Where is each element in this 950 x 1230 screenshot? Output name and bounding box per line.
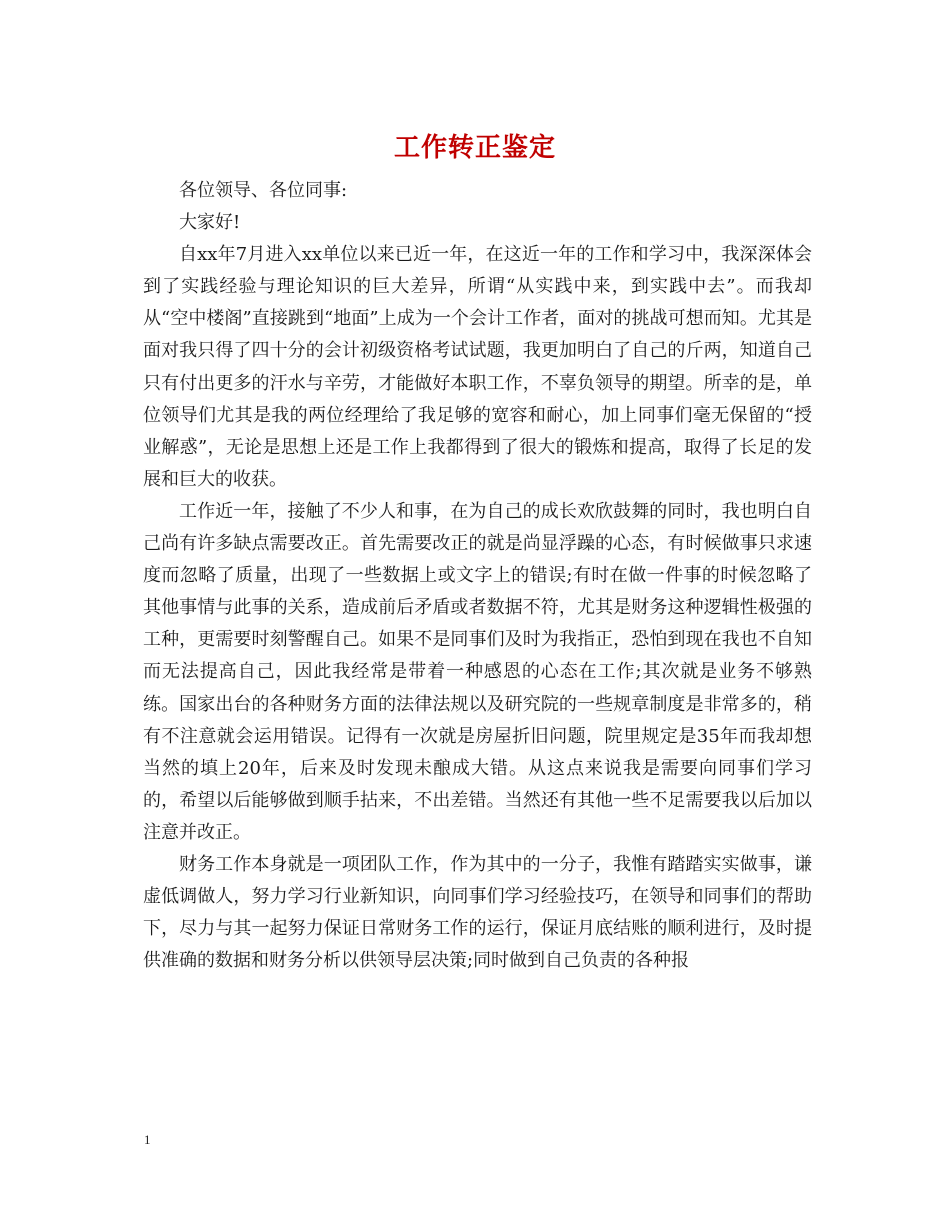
body-paragraph: 工作近一年，接触了不少人和事，在为自己的成长欢欣鼓舞的同时，我也明白自己尚有许多缺点需要改正。首先需要改正的就是尚显浮躁的心态，有时候做事只求速度而忽略了质量，出现了一些数据上或文字上的错误;有时在做一件事的时候忽略了其他事情与此事的关系，造成前后矛盾或者数据不符，尤其是财务这种逻辑性极强的工种，更需要时刻警醒自己。如果不是同事们及时为我指正，恐怕到现在我也不自知而无法提高自己，因此我经常是带着一种感恩的心态在工作;其次就是业务不够熟练。国家出台的各种财务方面的法律法规以及研究院的一些规章制度是非常多的，稍有不注意就会运用错误。记得有一次就是房屋折旧问题，院里规定是35年而我却想当然的填上20年，后来及时发现未酿成大错。从这点来说我是需要向同事们学习的，希望以后能够做到顺手拈来，不出差错。当然还有其他一些不足需要我以后加以注意并改正。 [143,500,812,843]
salutation: 各位领导、各位同事: [179,180,348,201]
greeting: 大家好! [179,212,241,234]
document-title: 工作转正鉴定 [393,133,556,163]
body-paragraph: 财务工作本身就是一项团队工作，作为其中的一分子，我惟有踏踏实实做事，谦虚低调做人，努力学习行业新知识，向同事们学习经验技巧，在领导和同事们的帮助下，尽力与其一起努力保证日常财务工作的运行，保证月底结账的顺利进行，及时提供准确的数据和财务分析以供领导层决策;同时做到自己负责的各种报 [143,853,812,972]
page-number: 1 [144,1132,151,1147]
body-paragraph: 自xx年7月进入xx单位以来已近一年，在这近一年的工作和学习中，我深深体会到了实践经验与理论知识的巨大差异，所谓“从实践中来，到实践中去”。而我却从“空中楼阁”直接跳到“地面”上成为一个会计工作者，面对的挑战可想而知。尤其是面对我只得了四十分的会计初级资格考试试题，我更加明白了自己的斤两，知道自己只有付出更多的汗水与辛劳，才能做好本职工作，不辜负领导的期望。所幸的是，单位领导们尤其是我的两位经理给了我足够的宽容和耐心，加上同事们毫无保留的“授业解惑”，无论是思想上还是工作上我都得到了很大的锻炼和提高，取得了长足的发展和巨大的收获。 [143,244,812,490]
document-body [143,175,812,977]
